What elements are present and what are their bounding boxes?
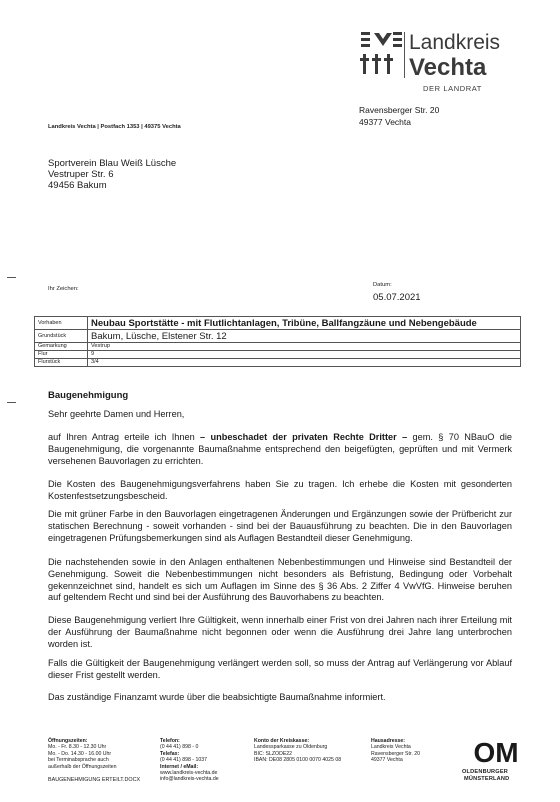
p1-text-c: gem. § 70 NBauO die Baugenehmigung, die vorgenannte Baumaßnahme entsprechend den beigefügten, geprüften und mit Vermerk versehenen Bauvorlagen zu errichten.: [48, 432, 512, 466]
footer-email-link[interactable]: info@landkreis-vechta.de: [160, 776, 219, 783]
footer-hours: [48, 738, 117, 770]
table-row: [35, 317, 521, 330]
p1-text-a: auf Ihren Antrag erteile ich Ihnen: [48, 432, 201, 442]
table-row: [35, 330, 521, 343]
footer-bank: [254, 738, 341, 764]
footer-bank-line: BIC: SLZODE22: [254, 750, 293, 757]
footer-hours-line: bei Terminabsprache auch: [48, 757, 109, 764]
footer-house-title: Hausadresse:: [371, 738, 406, 744]
footer-house: [371, 738, 420, 764]
oldenburger-muensterland-logo: [470, 738, 522, 766]
punch-mark: [7, 402, 16, 403]
om-logo-letters: OM: [473, 738, 519, 766]
table-value: Vestrup: [88, 343, 521, 351]
datum-label: Datum:: [373, 282, 392, 288]
paragraph-2: Die Kosten des Baugenehmigungsverfahrens haben Sie zu tragen. Ich erhebe die Kosten mit gesonderten Kostenfestsetzungsbescheid.: [48, 479, 512, 501]
recipient-city: 49456 Bakum: [48, 180, 107, 191]
footer-fax-line: (0 44 41) 898 - 1037: [160, 757, 208, 764]
footer-house-line: Landkreis Vechta: [371, 744, 411, 751]
authority-street: Ravensberger Str. 20: [359, 105, 440, 115]
logo-subline: DER LANDRAT: [423, 84, 482, 93]
paragraph-1: [48, 432, 512, 467]
footer-hours-line: außerhalb der Öffnungszeiten: [48, 763, 117, 770]
paragraph-6: Falls die Gültigkeit der Baugenehmigung verlängert werden soll, so muss der Antrag auf Verlängerung vor Ablauf dieser Frist gestellt werden.: [48, 658, 512, 680]
footer-bank-title: Konto der Kreiskasse:: [254, 738, 310, 744]
table-key: Vorhaben: [35, 317, 88, 330]
document-heading: Baugenehmigung: [48, 390, 129, 401]
footer-bank-line: Landessparkasse zu Oldenburg: [254, 744, 328, 751]
table-row: [35, 351, 521, 359]
project-table: [34, 316, 521, 367]
salutation: Sehr geehrte Damen und Herren,: [48, 409, 185, 419]
footer-house-line: Ravensberger Str. 20: [371, 750, 421, 757]
footer-hours-line: Mo. - Do. 14.30 - 16.00 Uhr: [48, 750, 112, 757]
ihr-zeichen-label: Ihr Zeichen:: [48, 286, 79, 292]
footer-phone-line: (0 44 41) 898 - 0: [160, 744, 199, 751]
footer-web-title: Internet / eMail:: [160, 763, 199, 770]
footer-bank-line: IBAN: DE08 2805 0100 0070 4025 08: [254, 757, 342, 764]
logo-line1: Landkreis: [409, 31, 501, 54]
table-row: [35, 343, 521, 351]
table-value: 9: [88, 351, 521, 359]
footer-phone-title: Telefon:: [160, 738, 180, 744]
recipient-street: Vestruper Str. 6: [48, 169, 114, 180]
sender-line: Landkreis Vechta | Postfach 1353 | 49375 Vechta: [48, 124, 181, 130]
table-value: Neubau Sportstätte - mit Flutlichtanlagen, Tribüne, Ballfangzäune und Nebengebäude: [88, 317, 521, 330]
paragraph-5: Diese Baugenehmigung verliert Ihre Gültigkeit, wenn innerhalb einer Frist von drei Jahren nach ihrer Erteilung mit der Ausführung der Baumaßnahme nicht begonnen oder wenn die Ausführung drei Jahre lang unterbrochen worden ist.: [48, 615, 512, 649]
paragraph-4: Die nachstehenden sowie in den Anlagen enthaltenen Nebenbestimmungen und Hinweise sind Bestandteil der Genehmigung. Soweit die Nebenbestimmungen nicht besonders als Befristung, Bedingung oder Vorbehalt gekennzeichnet sind, handelt es sich um Auflagen im Sinne des § 36 Abs. 2 Ziffer 4 VwVfG. Hinweise beruhen auf geltendem Recht und sind bei der Ausführung des Bauvorhabens zu beachten.: [48, 557, 512, 603]
datum-value: 05.07.2021: [373, 292, 421, 303]
footer-hours-title: Öffnungszeiten:: [48, 738, 88, 744]
paragraph-3: Die mit grüner Farbe in den Bauvorlagen eingetragenen Änderungen und Ergänzungen sowie der Prüfbericht zur statischen Berechnung - soweit vorhanden - sind bei der Bauausführung zu beachten. Die in den Bauvorlagen eingetragenen Prüfungsbemerkungen sind als Auflagen Bestandteil dieser Genehmigung.: [48, 509, 512, 543]
table-value: Bakum, Lüsche, Elstener Str. 12: [88, 330, 521, 343]
recipient-name: Sportverein Blau Weiß Lüsche: [48, 158, 177, 169]
om-logo-line1: OLDENBURGER: [462, 769, 509, 775]
table-key: Flur: [35, 351, 88, 359]
table-key: Flurstück: [35, 359, 88, 367]
paragraph-7: Das zuständige Finanzamt wurde über die beabsichtigte Baumaßnahme informiert.: [48, 692, 386, 702]
footer-hours-line: Mo. - Fr. 8.30 - 12.30 Uhr: [48, 744, 107, 751]
footer-house-line: 49377 Vechta: [371, 757, 403, 764]
footer-web-link[interactable]: www.landkreis-vechta.de: [160, 770, 218, 777]
logo-line2: Vechta: [409, 54, 487, 81]
footer-contact: [160, 738, 219, 783]
table-row: [35, 359, 521, 367]
footer-filename: BAUGENEHMIGUNG ERTEILT.DOCX: [48, 777, 141, 783]
landkreis-vechta-coat-icon: [360, 30, 404, 76]
om-logo-line2: MÜNSTERLAND: [464, 776, 510, 782]
table-key: Grundstück: [35, 330, 88, 343]
fold-mark: [7, 277, 16, 278]
p1-emphasis: – unbeschadet der privaten Rechte Dritter –: [200, 432, 408, 442]
authority-city: 49377 Vechta: [359, 117, 411, 127]
footer-fax-title: Telefax:: [160, 750, 180, 757]
table-value: 3/4: [88, 359, 521, 367]
table-key: Gemarkung: [35, 343, 88, 351]
logo-divider: [404, 32, 405, 78]
